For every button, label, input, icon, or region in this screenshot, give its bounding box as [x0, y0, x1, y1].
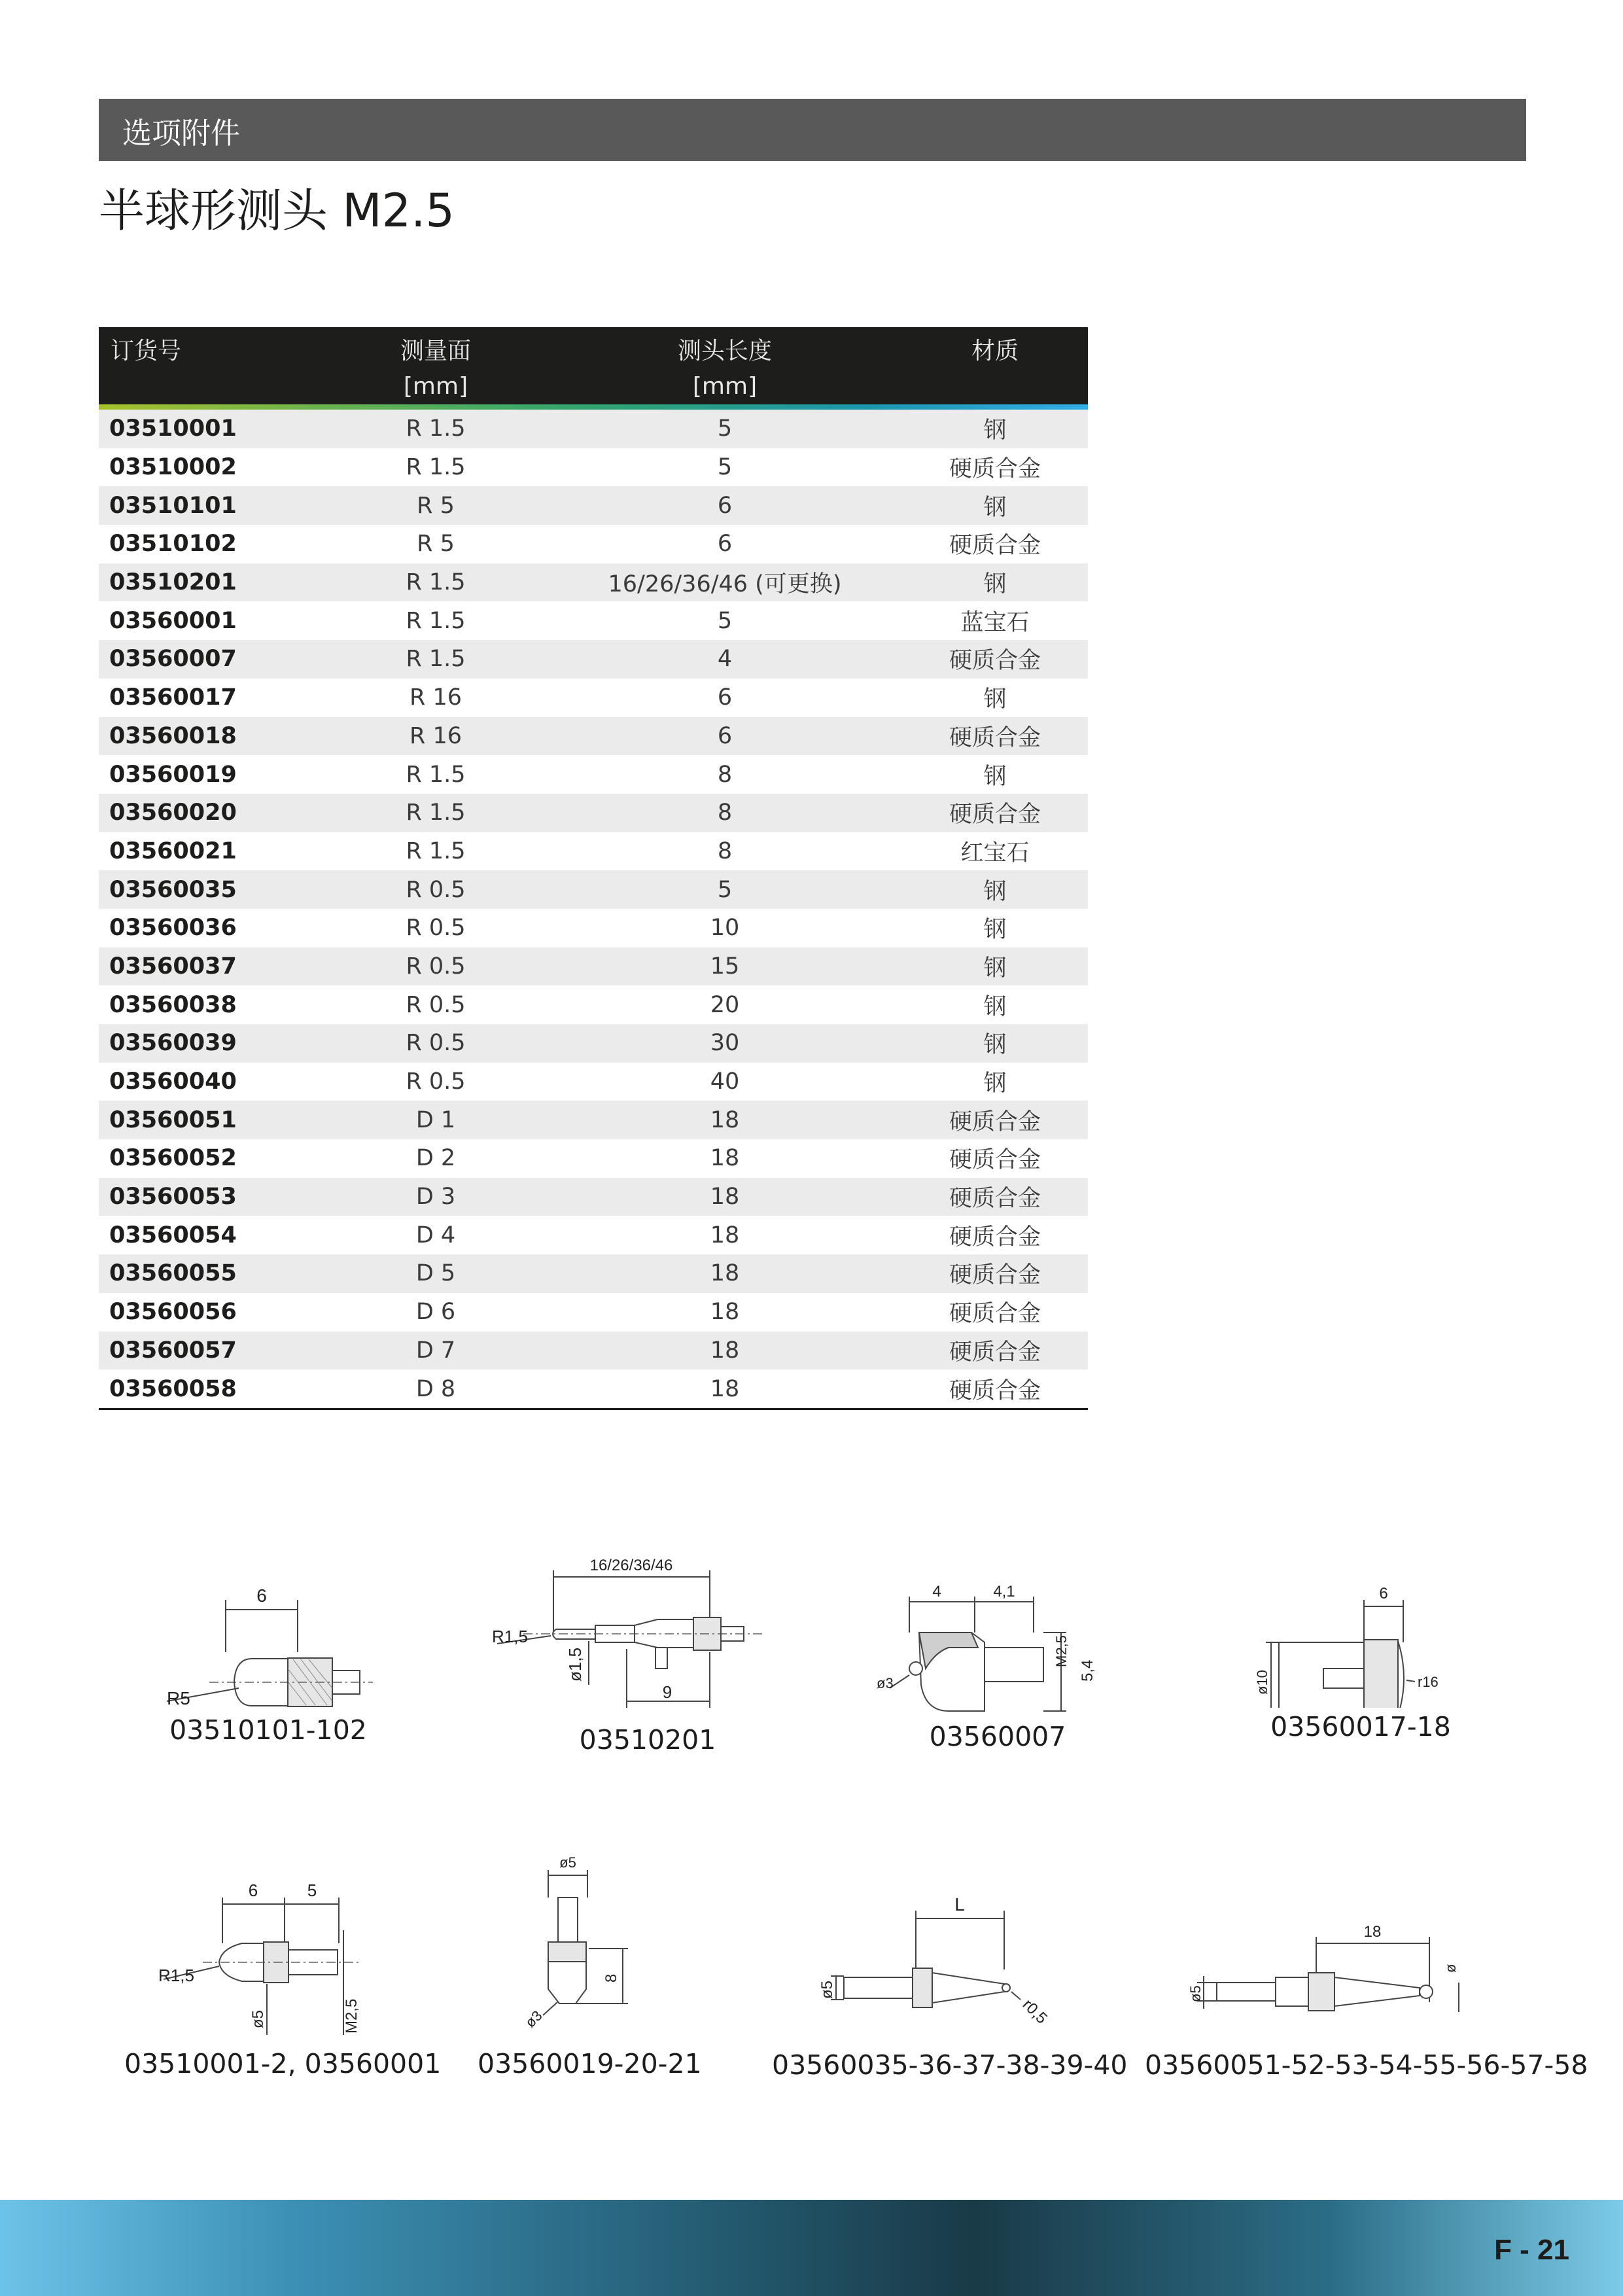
- material-cell: 蓝宝石: [960, 609, 1030, 636]
- drawing-caption: 03560007: [929, 1721, 1066, 1752]
- order-number-cell: 03560038: [109, 991, 237, 1018]
- table-body: [99, 410, 1088, 1408]
- length-cell: 20: [710, 991, 740, 1018]
- drawing-caption: 03560051-52-53-54-55-56-57-58: [1145, 2049, 1588, 2081]
- surface-cell: R 1.5: [406, 569, 466, 596]
- svg-text:6: 6: [248, 1881, 258, 1900]
- material-cell: 硬质合金: [949, 1108, 1041, 1135]
- table-row: [99, 1216, 1088, 1254]
- drawing-03560051-52-53-54-55-56-57-58: [1145, 1904, 1588, 2094]
- table-header: [99, 327, 1088, 404]
- length-cell: 18: [710, 1106, 740, 1133]
- table-row: [99, 448, 1088, 487]
- order-number-cell: 03560053: [109, 1184, 237, 1210]
- svg-text:M2,5: M2,5: [1053, 1635, 1070, 1667]
- material-cell: 硬质合金: [949, 1377, 1041, 1404]
- probe-drawing-icon: [478, 1852, 693, 2041]
- material-cell: 钢: [983, 917, 1007, 944]
- svg-text:4: 4: [932, 1583, 941, 1600]
- order-number-cell: 03510001: [109, 415, 237, 442]
- probe-drawing-icon: [1145, 1904, 1563, 2041]
- order-number-cell: 03560036: [109, 915, 237, 942]
- svg-text:ø5: ø5: [1187, 1985, 1204, 2002]
- length-cell: 18: [710, 1222, 740, 1248]
- column-header-material: 材质: [971, 338, 1019, 364]
- probe-drawing-icon: [870, 1570, 1125, 1714]
- order-number-cell: 03560007: [109, 646, 237, 673]
- material-cell: 钢: [983, 955, 1007, 981]
- svg-text:4,1: 4,1: [993, 1583, 1015, 1600]
- surface-cell: R 5: [417, 492, 455, 519]
- length-cell: 6: [717, 492, 733, 519]
- surface-cell: D 8: [415, 1375, 456, 1402]
- svg-text:5: 5: [307, 1881, 317, 1900]
- material-cell: 硬质合金: [949, 1339, 1041, 1366]
- surface-cell: R 1.5: [406, 607, 466, 634]
- surface-cell: D 4: [415, 1222, 456, 1248]
- surface-cell: R 1.5: [406, 838, 466, 864]
- length-cell: 18: [710, 1337, 740, 1364]
- table-bottom-rule: [99, 1408, 1088, 1410]
- order-number-cell: 03560058: [109, 1375, 237, 1402]
- table-row: [99, 1178, 1088, 1216]
- drawing-caption: 03560019-20-21: [478, 2048, 702, 2079]
- table-row: [99, 410, 1088, 448]
- surface-cell: R 1.5: [406, 454, 466, 481]
- material-cell: 硬质合金: [949, 724, 1041, 751]
- svg-text:6: 6: [1379, 1585, 1388, 1602]
- probe-drawing-icon: [131, 1577, 406, 1708]
- length-cell: 8: [717, 838, 733, 864]
- length-cell: 5: [717, 876, 733, 903]
- order-number-cell: 03510002: [109, 454, 237, 481]
- table-row: [99, 1063, 1088, 1101]
- material-cell: 硬质合金: [949, 1262, 1041, 1289]
- table-row: [99, 832, 1088, 871]
- surface-cell: D 6: [415, 1299, 456, 1326]
- order-number-cell: 03560056: [109, 1299, 237, 1326]
- material-cell: 钢: [983, 686, 1007, 713]
- length-cell: 18: [710, 1375, 740, 1402]
- drawing-03510201: [484, 1544, 811, 1767]
- order-number-cell: 03510101: [109, 492, 237, 519]
- material-cell: 钢: [983, 494, 1007, 521]
- order-number-cell: 03560055: [109, 1260, 237, 1287]
- drawing-03560019-20-21: [478, 1852, 702, 2094]
- svg-text:ø: ø: [1442, 1964, 1459, 1973]
- order-number-cell: 03510102: [109, 531, 237, 557]
- length-cell: 30: [710, 1030, 740, 1057]
- svg-text:ø3: ø3: [521, 2007, 546, 2031]
- length-cell: 15: [710, 953, 740, 980]
- surface-cell: R 1.5: [406, 415, 466, 442]
- drawing-03560035-36-37-38-39-40: [772, 1878, 1128, 2094]
- order-number-cell: 03560052: [109, 1145, 237, 1172]
- svg-text:ø1,5: ø1,5: [565, 1647, 585, 1682]
- table-row: [99, 640, 1088, 679]
- svg-text:r16: r16: [1418, 1674, 1439, 1690]
- table-row: [99, 870, 1088, 909]
- material-cell: 硬质合金: [949, 802, 1041, 828]
- probe-drawing-icon: [1246, 1577, 1475, 1708]
- surface-cell: R 5: [417, 531, 455, 557]
- section-header-bar: [99, 99, 1526, 161]
- material-cell: 硬质合金: [949, 648, 1041, 675]
- section-title: 选项附件: [122, 116, 241, 150]
- order-number-cell: 03560039: [109, 1030, 237, 1057]
- column-header-order-no: 订货号: [111, 338, 182, 364]
- table-row: [99, 794, 1088, 832]
- table-row: [99, 909, 1088, 947]
- length-cell: 18: [710, 1145, 740, 1172]
- svg-text:R5: R5: [167, 1688, 190, 1708]
- length-cell: 8: [717, 800, 733, 826]
- order-number-cell: 03560020: [109, 800, 237, 826]
- svg-text:5,4: 5,4: [1079, 1659, 1096, 1682]
- table-row: [99, 1024, 1088, 1063]
- page-number: F - 21: [1494, 2234, 1569, 2266]
- surface-cell: D 7: [415, 1337, 456, 1364]
- table-row: [99, 755, 1088, 794]
- svg-text:M2,5: M2,5: [343, 1998, 360, 2034]
- table-row: [99, 679, 1088, 717]
- svg-text:r0,5: r0,5: [1019, 1996, 1051, 2028]
- table-row: [99, 1369, 1088, 1408]
- table-row: [99, 1293, 1088, 1332]
- length-cell: 18: [710, 1299, 740, 1326]
- probe-drawing-icon: [772, 1878, 1112, 2041]
- svg-text:ø5: ø5: [249, 2009, 267, 2028]
- length-cell: 16/26/36/46 (可更换): [608, 571, 842, 598]
- footer-band: [0, 2200, 1623, 2296]
- length-cell: 6: [717, 531, 733, 557]
- order-number-cell: 03560040: [109, 1069, 237, 1095]
- drawing-03560007: [870, 1570, 1125, 1767]
- surface-cell: R 0.5: [406, 915, 466, 942]
- material-cell: 钢: [983, 993, 1007, 1020]
- table-row: [99, 717, 1088, 756]
- material-cell: 硬质合金: [949, 533, 1041, 559]
- material-cell: 钢: [983, 1032, 1007, 1059]
- order-number-cell: 03560017: [109, 684, 237, 711]
- material-cell: 钢: [983, 1070, 1007, 1097]
- material-cell: 硬质合金: [949, 456, 1041, 483]
- header-gradient-rule: [99, 404, 1088, 410]
- surface-cell: R 0.5: [406, 1069, 466, 1095]
- svg-text:R1,5: R1,5: [158, 1966, 194, 1985]
- length-cell: 6: [717, 684, 733, 711]
- product-table: [99, 327, 1088, 1410]
- surface-cell: R 0.5: [406, 876, 466, 903]
- length-cell: 5: [717, 415, 733, 442]
- material-cell: 钢: [983, 763, 1007, 790]
- material-cell: 硬质合金: [949, 1301, 1041, 1328]
- surface-cell: D 5: [415, 1260, 456, 1287]
- svg-text:9: 9: [662, 1682, 672, 1702]
- table-row: [99, 1332, 1088, 1370]
- surface-cell: R 1.5: [406, 646, 466, 673]
- order-number-cell: 03560018: [109, 722, 237, 749]
- svg-text:ø3: ø3: [877, 1675, 894, 1691]
- surface-cell: R 0.5: [406, 1030, 466, 1057]
- svg-text:R1,5: R1,5: [492, 1627, 528, 1646]
- table-row: [99, 947, 1088, 986]
- drawing-caption: 03560035-36-37-38-39-40: [772, 2049, 1128, 2081]
- length-cell: 18: [710, 1260, 740, 1287]
- page-title: 半球形测头 M2.5: [99, 184, 455, 238]
- svg-text:18: 18: [1363, 1923, 1382, 1941]
- length-cell: 4: [717, 646, 733, 673]
- surface-cell: D 3: [415, 1184, 456, 1210]
- material-cell: 钢: [983, 878, 1007, 905]
- probe-drawing-icon: [484, 1544, 811, 1714]
- table-row: [99, 563, 1088, 602]
- surface-cell: R 16: [410, 722, 462, 749]
- surface-cell: R 1.5: [406, 800, 466, 826]
- column-header-length-unit: [mm]: [692, 373, 758, 400]
- material-cell: 硬质合金: [949, 1224, 1041, 1250]
- drawing-caption: 03510001-2, 03560001: [124, 2048, 442, 2079]
- surface-cell: R 16: [410, 684, 462, 711]
- table-row: [99, 1139, 1088, 1178]
- table-row: [99, 601, 1088, 640]
- svg-text:L: L: [954, 1894, 965, 1915]
- svg-text:ø10: ø10: [1254, 1670, 1270, 1695]
- order-number-cell: 03560057: [109, 1337, 237, 1364]
- drawing-caption: 03510201: [579, 1724, 716, 1756]
- order-number-cell: 03560021: [109, 838, 237, 864]
- svg-text:16/26/36/46: 16/26/36/46: [589, 1557, 673, 1574]
- surface-cell: R 0.5: [406, 953, 466, 980]
- table-row: [99, 985, 1088, 1024]
- surface-cell: D 2: [415, 1145, 456, 1172]
- material-cell: 硬质合金: [949, 1186, 1041, 1212]
- drawing-03560017-18: [1246, 1577, 1475, 1767]
- order-number-cell: 03560037: [109, 953, 237, 980]
- column-header-length: 测头长度: [677, 338, 773, 364]
- table-row: [99, 1101, 1088, 1139]
- svg-text:ø5: ø5: [559, 1854, 576, 1871]
- length-cell: 10: [710, 915, 740, 942]
- drawing-caption: 03560017-18: [1270, 1711, 1451, 1742]
- order-number-cell: 03560054: [109, 1222, 237, 1248]
- svg-text:6: 6: [256, 1585, 267, 1606]
- order-number-cell: 03560035: [109, 876, 237, 903]
- length-cell: 5: [717, 607, 733, 634]
- order-number-cell: 03560051: [109, 1106, 237, 1133]
- table-row: [99, 486, 1088, 525]
- material-cell: 硬质合金: [949, 1147, 1041, 1174]
- length-cell: 18: [710, 1184, 740, 1210]
- surface-cell: R 0.5: [406, 991, 466, 1018]
- order-number-cell: 03560019: [109, 761, 237, 788]
- drawing-caption: 03510101-102: [169, 1714, 367, 1746]
- surface-cell: D 1: [415, 1106, 456, 1133]
- length-cell: 6: [717, 722, 733, 749]
- probe-drawing-icon: [124, 1871, 419, 2041]
- column-header-surface: 测量面: [400, 338, 472, 364]
- material-cell: 钢: [983, 571, 1007, 598]
- drawing-03510001-2-03560001: [124, 1871, 442, 2094]
- table-row: [99, 1254, 1088, 1293]
- length-cell: 5: [717, 454, 733, 481]
- order-number-cell: 03560001: [109, 607, 237, 634]
- order-number-cell: 03510201: [109, 569, 237, 596]
- material-cell: 钢: [983, 417, 1007, 444]
- column-header-surface-unit: [mm]: [403, 373, 468, 400]
- length-cell: 8: [717, 761, 733, 788]
- material-cell: 红宝石: [960, 839, 1030, 866]
- table-row: [99, 525, 1088, 563]
- length-cell: 40: [710, 1069, 740, 1095]
- drawing-03510101-102: [131, 1577, 406, 1767]
- surface-cell: R 1.5: [406, 761, 466, 788]
- svg-text:ø5: ø5: [818, 1980, 836, 1999]
- svg-text:8: 8: [602, 1973, 620, 1983]
